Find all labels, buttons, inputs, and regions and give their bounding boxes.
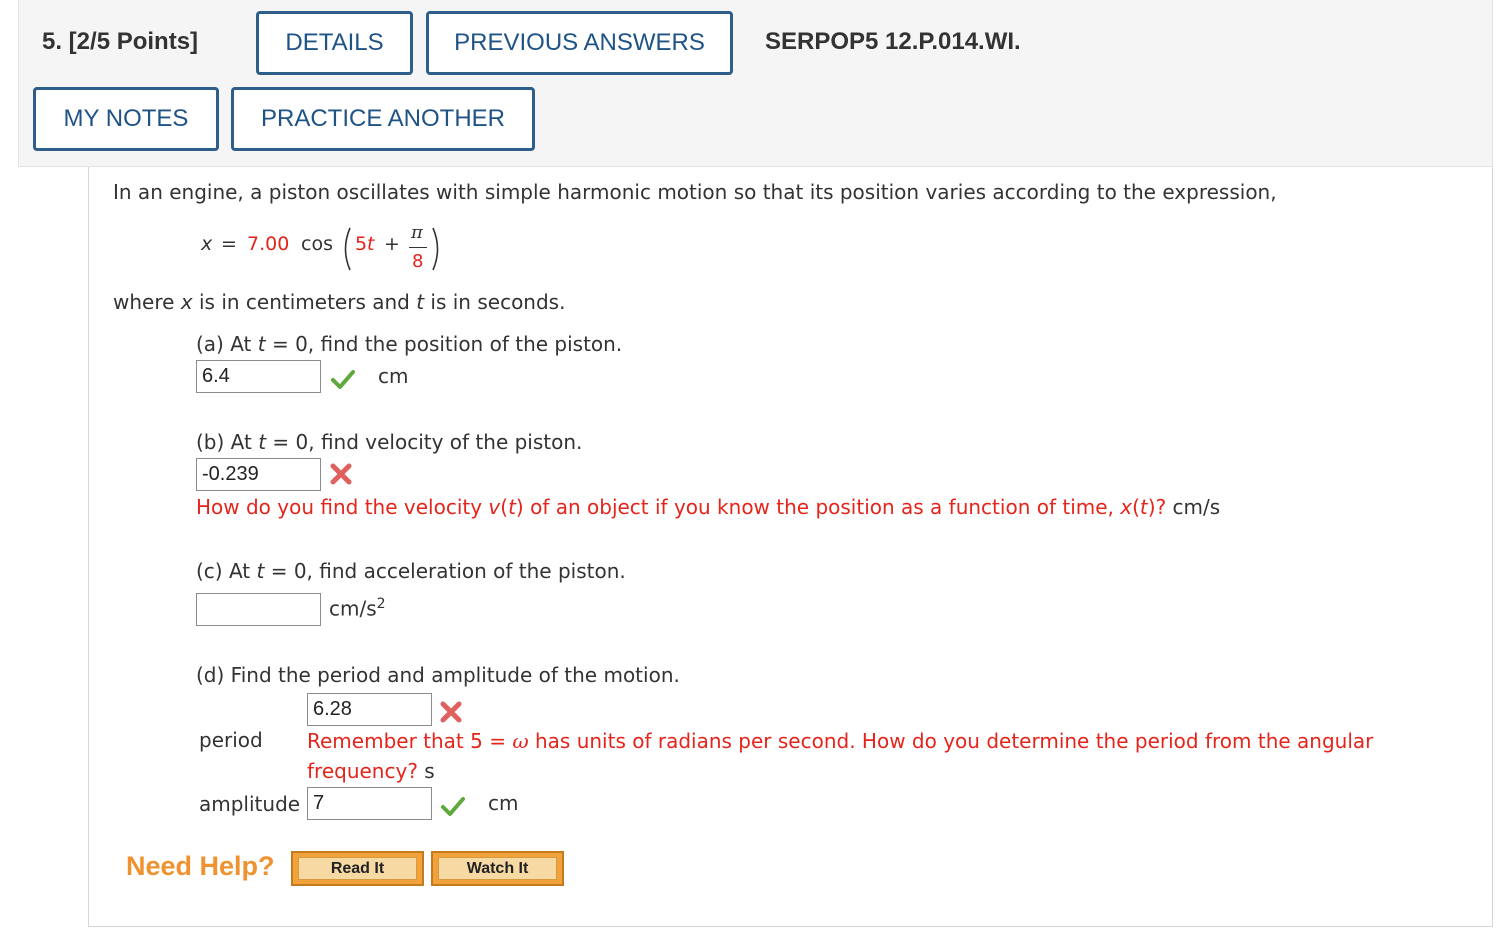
left-paren-icon <box>340 226 352 272</box>
question-points-label: 5. [2/5 Points] <box>42 28 199 55</box>
part-c-prompt <box>196 559 626 583</box>
position-equation <box>201 222 461 278</box>
where-t: t <box>416 290 425 314</box>
where-text-1: where <box>113 290 181 314</box>
feedback-text-2: ( <box>500 495 509 519</box>
amplitude-label: amplitude <box>199 792 301 816</box>
part-c-unit-base: cm/s <box>329 596 377 621</box>
where-x: x <box>180 290 193 314</box>
eq-equals: = <box>221 233 237 255</box>
part-b-unit: cm/s <box>1172 495 1221 519</box>
watch-it-label: Watch It <box>438 857 557 880</box>
part-b-prompt-2: = 0, find velocity of the piston. <box>266 430 583 454</box>
period-label: period <box>199 728 263 752</box>
period-unit: s <box>424 759 435 783</box>
feedback-text-1: How do you find the velocity <box>196 495 489 519</box>
part-c-unit <box>329 596 386 621</box>
feedback-t2: t <box>1139 495 1148 519</box>
feedback-text-5: )? <box>1147 495 1167 519</box>
need-help-label: Need Help? <box>126 851 275 881</box>
part-c-unit-exponent: 2 <box>376 596 386 612</box>
my-notes-button[interactable]: MY NOTES <box>33 87 219 151</box>
watch-it-button[interactable] <box>431 851 564 886</box>
problem-code: SERPOP5 12.P.014.WI. <box>765 28 1021 55</box>
part-a-t: t <box>257 332 266 356</box>
x-icon <box>439 700 463 724</box>
check-icon <box>331 367 355 391</box>
part-a-prompt <box>196 332 622 356</box>
part-a-unit: cm <box>378 364 409 388</box>
where-text-2: is in centimeters and <box>192 290 417 314</box>
period-feedback-text-1: Remember that 5 = <box>307 729 513 753</box>
feedback-v: v <box>488 495 501 519</box>
part-a-prompt-1: (a) At <box>196 332 258 356</box>
feedback-t1: t <box>508 495 516 519</box>
eq-denominator: 8 <box>412 251 424 272</box>
omega-symbol: ω <box>512 729 529 753</box>
feedback-x: x <box>1120 495 1133 519</box>
part-a-answer-input[interactable]: 6.4 <box>196 360 321 393</box>
check-icon <box>441 794 465 818</box>
part-c-prompt-2: = 0, find acceleration of the piston. <box>264 559 626 583</box>
period-feedback-text-2: has units of radians per second. How do you determine the period from the angular <box>528 729 1374 753</box>
part-b-answer-input[interactable]: -0.239 <box>196 458 321 491</box>
part-b-t: t <box>258 430 267 454</box>
period-answer-input[interactable]: 6.28 <box>307 693 432 726</box>
eq-coefficient: 5 <box>355 233 368 255</box>
eq-amplitude: 7.00 <box>247 233 290 255</box>
read-it-label: Read It <box>298 857 417 880</box>
period-feedback-line-2 <box>307 759 435 783</box>
eq-t: t <box>367 233 375 255</box>
part-a-prompt-2: = 0, find the position of the piston. <box>265 332 623 356</box>
units-explanation <box>113 290 565 314</box>
eq-var-x: x <box>201 233 213 255</box>
part-b-feedback <box>196 495 1220 519</box>
period-feedback-text-3: frequency? <box>307 759 418 783</box>
part-b-prompt <box>196 430 582 454</box>
part-c-prompt-1: (c) At <box>196 559 257 583</box>
x-icon <box>329 462 353 486</box>
eq-plus: + <box>384 233 400 255</box>
fraction-bar <box>409 247 427 248</box>
amplitude-unit: cm <box>488 791 519 815</box>
feedback-text-4: ( <box>1132 495 1140 519</box>
practice-another-button[interactable]: PRACTICE ANOTHER <box>231 87 535 151</box>
amplitude-answer-input[interactable]: 7 <box>307 787 432 820</box>
part-b-prompt-1: (b) At <box>196 430 259 454</box>
eq-cos: cos <box>301 233 333 255</box>
previous-answers-button[interactable]: PREVIOUS ANSWERS <box>426 11 733 75</box>
part-c-t: t <box>256 559 265 583</box>
part-c-answer-input[interactable] <box>196 593 321 626</box>
feedback-text-3: ) of an object if you know the position as a function of time, <box>515 495 1121 519</box>
details-button[interactable]: DETAILS <box>256 11 413 75</box>
eq-pi: π <box>411 222 423 243</box>
intro-text: In an engine, a piston oscillates with simple harmonic motion so that its position varies according to the expression, <box>113 180 1277 204</box>
right-paren-icon <box>431 226 443 272</box>
part-d-prompt: (d) Find the period and amplitude of the motion. <box>196 663 680 687</box>
period-feedback-line-1 <box>307 729 1373 753</box>
where-text-3: is in seconds. <box>424 290 566 314</box>
read-it-button[interactable] <box>291 851 424 886</box>
